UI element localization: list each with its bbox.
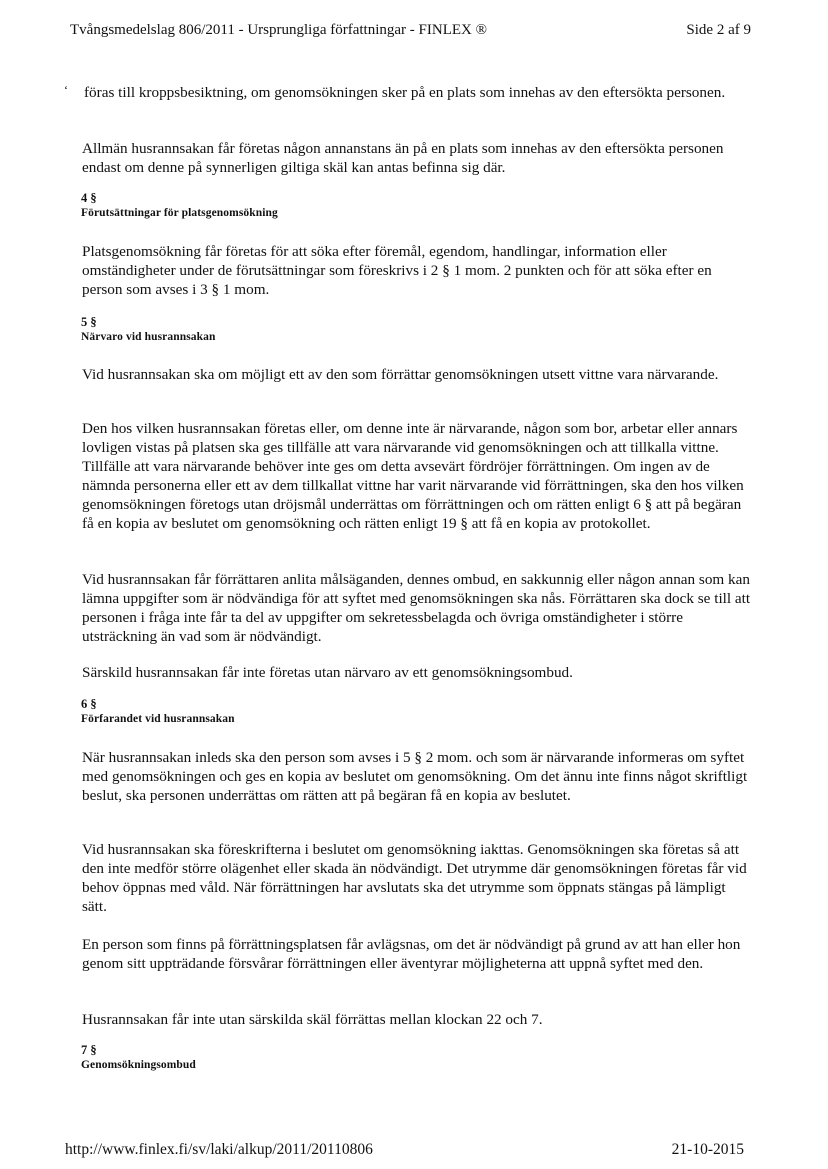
section-6-title: Förfarandet vid husrannsakan: [81, 713, 235, 725]
section-4-title: Förutsättningar för platsgenomsökning: [81, 207, 278, 219]
paragraph-4: Vid husrannsakan ska om möjligt ett av den som förrättar genomsökningen utsett vittne vara närvarande.: [82, 366, 719, 383]
section-6-number: 6 §: [81, 697, 97, 711]
paragraph-11: Husrannsakan får inte utan särskilda skäl förrättas mellan klockan 22 och 7.: [82, 1011, 543, 1028]
section-7-title: Genomsökningsombud: [81, 1059, 196, 1071]
section-5-number: 5 §: [81, 315, 97, 329]
scan-mark: ‘: [64, 83, 68, 97]
footer-date: 21-10-2015: [671, 1141, 744, 1158]
paragraph-1: föras till kroppsbesiktning, om genomsökningen sker på en plats som innehas av den eftersökta personen.: [84, 84, 726, 101]
paragraph-9: Vid husrannsakan ska föreskrifterna i beslutet om genomsökning iakttas. Genomsökningen ska företas så att den inte medför större olägenhet eller skada än nödvändigt. Det utrymme där genomsökningen företas får vid behov öppnas med våld. När förrättningen har avslutats ska det utrymme som öppnats stängas på lämpligt sätt.: [82, 841, 747, 915]
section-5-title: Närvaro vid husrannsakan: [81, 331, 216, 343]
footer-url: http://www.finlex.fi/sv/laki/alkup/2011/20110806: [65, 1141, 373, 1158]
paragraph-8: När husrannsakan inleds ska den person som avses i 5 § 2 mom. och som är närvarande informeras om syftet med genomsökningen och ges en kopia av beslutet om genomsökning. Om det ännu inte finns något skriftligt beslut, ska personen underrättas om rätten att på begäran få en kopia av beslutet.: [82, 749, 748, 804]
paragraph-5: Den hos vilken husrannsakan företas eller, om denne inte är närvarande, någon som bor, arbetar eller annars lovligen vistas på platsen ska ges tillfälle att vara närvarande vid genomsökningen och att tillkalla vittne. Tillfälle att vara närvarande behöver inte ges om detta avsevärt fördröjer förrättningen. Om ingen av de nämnda personerna eller ett av dem tillkallat vittne har varit närvarande vid förrättningen, ska den hos vilken genomsökningen företogs utan dröjsmål underrättas om förrättningen och om rätten enligt 6 § att på begäran få en kopia av beslutet om genomsökning och rätten enligt 19 § att få en kopia av protokollet.: [82, 420, 744, 532]
paragraph-2: Allmän husrannsakan får företas någon annanstans än på en plats som innehas av den eftersökta personen endast om denne på synnerligen giltiga skäl kan antas befinna sig där.: [82, 140, 724, 176]
page-number: Side 2 af 9: [686, 22, 751, 38]
paragraph-3: Platsgenomsökning får företas för att söka efter föremål, egendom, handlingar, information eller omständigheter under de förutsättningar som föreskrivs i 2 § 1 mom. 2 punkten och för att söka efter en person som avses i 3 § 1 mom.: [82, 243, 712, 298]
document-header-title: Tvångsmedelslag 806/2011 - Ursprungliga författningar - FINLEX ®: [70, 22, 487, 38]
paragraph-7: Särskild husrannsakan får inte företas utan närvaro av ett genomsökningsombud.: [82, 664, 573, 681]
paragraph-6: Vid husrannsakan får förrättaren anlita målsäganden, dennes ombud, en sakkunnig eller någon annan som kan lämna uppgifter som är nödvändiga för att syftet med genomsökningen ska nås. Förrättaren ska dock se till att personen i fråga inte får ta del av uppgifter om sekretessbelagda och övriga omständigheter i större utsträckning än vad som är nödvändigt.: [82, 571, 751, 645]
paragraph-10: En person som finns på förrättningsplatsen får avlägsnas, om det är nödvändigt på grund av att han eller hon genom sitt uppträdande försvårar förrättningen eller äventyrar möjligheterna att uppnå syftet med den.: [82, 936, 741, 972]
section-7-number: 7 §: [81, 1043, 97, 1057]
section-4-number: 4 §: [81, 191, 97, 205]
